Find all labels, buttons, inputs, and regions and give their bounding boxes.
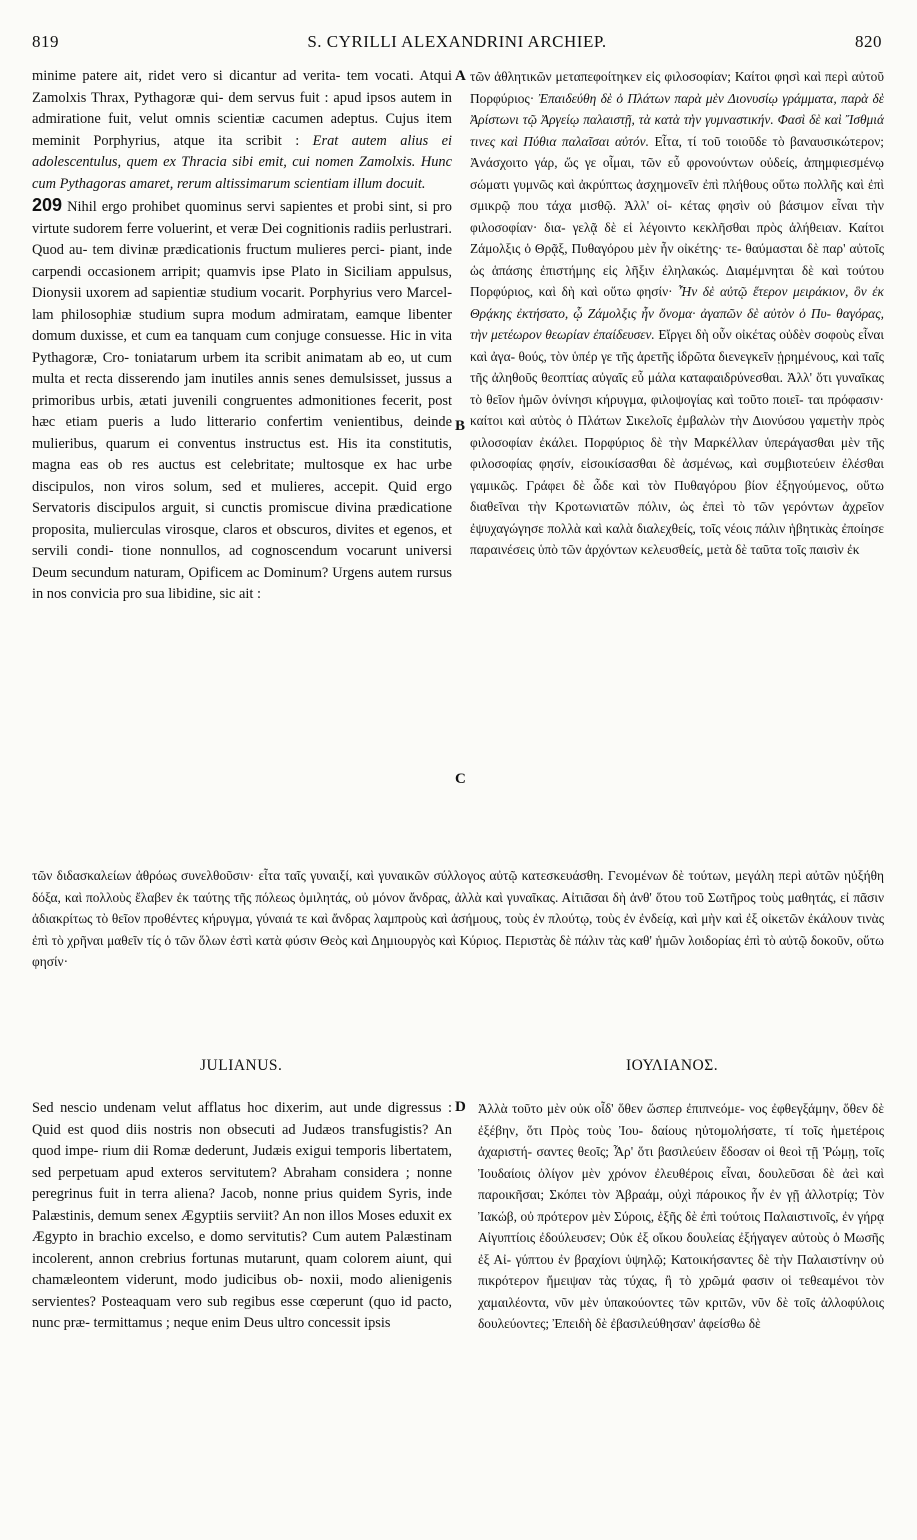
margin-marker-d: D — [455, 1099, 466, 1115]
running-title: S. CYRILLI ALEXANDRINI ARCHIEP. — [307, 32, 607, 51]
section-title-greek: ΙΟΥΛΙΑΝΟΣ. — [626, 1057, 719, 1074]
latin-text-1: minime patere ait, ridet vero si dicantur ad verita- tem vocati. Atqui Zamolxis Thrax, Pythagoræ qui- dem servus fuit : apud ipsos autem in admiratione fuit, velut omnis scientiæ cacumen adeptus. Cujus item meminit Porphyrius, atque ita scribit : — [32, 68, 452, 149]
greek-quote-zamolxis: Ἦν δὲ αὐτῷ ἕτερον μειράκιον, ὃν ἐκ Θρᾴκης ἐκτήσατο, ᾧ Ζάμολξις ἦν ὄνομα· ἀγαπῶν δὲ αὐτὸν ὁ Πυ- θαγόρας, τὴν μετέωρον θεωρίαν ἐπαίδευσεν. — [470, 284, 884, 342]
section-title-latin: JULIANUS. — [200, 1057, 283, 1074]
greek-text-3: Εἴργει δὴ οὖν οἰκέτας οὐδὲν σοφοὺς εἶναι καὶ ἀγα- θούς, τὸν ὑπέρ γε τῆς ἀρετῆς ἱδρῶτα διενεγκεῖν ᾑρημένους, καὶ ταῖς τῆς ἀληθοῦς θεοπτίας αὐγαῖς εὖ μάλα καταφαιδρύνεσθαι. Ἀλλ' ὅτι γυναῖκας τὸ θεῖον ἡμῶν ὀνίνησι κήρυγμα, φιλοψογίας καὶ τοῦτο ποιεῖ- ται πρόφασιν· καίτοι καὶ αὐτὸς ὁ Πλάτων Σικελοῖς ἐμβαλὼν τὴν Διονύσου γαμετὴν πρὸς φιλοσοφίαν ἐκάλει. Πορφύριος δὲ τὴν Μαρκέλλαν ὑπεράγασθαι μὲν τῆς φιλοσοφίας φησίν, εἰσοικίσασθαι δὲ ἀσμένως, καὶ συμβιοτεύειν ἐλέσθαι γαμικῶς. Γράφει δὲ ὧδε καὶ τὸν Πυθαγόρου βίον ἐξηγούμενος, οὕτω διαθεῖναι τὴν Κροτωνιατῶν πόλιν, ὡς ἐπεὶ τὸ τῶν γερόντων ἀχρεῖον ἐψυχαγώγησε πολλὰ καὶ καλὰ διαλεχθείς, τοῖς νέοις πάλιν ἡβητικὰς ἐποίησε παραινέσεις ὑπὸ τῶν ἀρχόντων κελευσθείς, μετὰ δὲ ταῦτα τοῖς παισὶν ἐκ — [470, 327, 884, 557]
greek-text-1: τῶν ἀθλητικῶν μεταπεφοίτηκεν εἰς φιλοσοφίαν; Καίτοι φησὶ καὶ περὶ αὐτοῦ Πορφύριος· — [470, 69, 884, 106]
greek-column-top — [470, 66, 884, 866]
section-number: 209 — [32, 195, 63, 215]
greek-column-bottom — [478, 1098, 884, 1523]
greek-text-2: Εἶτα, τί τοῦ τοιοῦδε τὸ βαναυσικώτερον; Ἀνάσχοιτο γάρ, ὥς γε οἶμαι, τῶν εὖ φρονούντων οὐδείς, ἀπημφιεσμένῳ σώματι γυμνῶς καὶ ἀκρύπτως ἀσχημονεῖν ἐπὶ πλήθους οὕτω πολλῆς καὶ ἐπὶ σμικρῷ που τάχα μισθῷ. Ἀλλ' οἰ- κέτας φησὶν οὐ βάσιμον εἶναι τὴν φιλοσοφίαν· δια- γελᾷ δὲ εἰ λέγοιντο κεκλῆσθαι πρὸς ἀλήθειαν. Καίτοι Ζάμολξις ὁ Θρᾷξ, Πυθαγόρου μὲν ἦν οἰκέτης· τε- θαύμασται δὲ παρ' αὐτοῖς ὡς ἁπάσης ἐπιστήμης εἰς λῆξιν ἐληλακώς. Διαμέμνηται δὲ καὶ τούτου Πορφύριος, καὶ δὴ καὶ οὕτω φησίν· — [470, 133, 884, 299]
latin-quote-porphyrius: Erat autem alius ei adolescentulus, quem ex Thracia sibi emit, cui nomen Zamolxis. Hunc cum Pythagoras amaret, rerum altissimarum scientiam illum docuit. — [32, 132, 452, 192]
greek-julianus-text: Ἀλλὰ τοῦτο μὲν οὐκ οἶδ' ὅθεν ὥσπερ ἐπιπνεόμε- νος ἐφθεγξάμην, ὅθεν δὲ ἐξέβην, ὅτι Πρὸς τοὺς Ἰου- δαίους ηὐτομολήσατε, τί τοῖς ἡμετέροις ἀχαριστή- σαντες θεοῖς; Ἆρ' ὅτι βασιλεύειν ἔδοσαν οἱ θεοὶ τῇ Ῥώμῃ, τοῖς Ἰουδαίοις ὀλίγον μὲν χρόνον ἐλευθέροις εἶναι, δουλεῦσαι δὲ ἀεὶ καὶ παροικῆσαι; Σκόπει τὸν Ἀβραάμ, οὐχὶ πάροικος ἦν ἐν γῇ ἀλλοτρίᾳ; Τὸν Ἰακώβ, οὐ πρότερον μὲν Σύροις, ἑξῆς δὲ ἐπὶ τούτοις Παλαιστινοῖς, ἐν γήρᾳ Αἰγυπτίοις ἐδούλευσεν; Οὐκ ἐξ οἴκου δουλείας ἐξήγαγεν αὐτοὺς ὁ Μωσῆς ἐξ Αἰ- γύπτου ἐν βραχίονι ὑψηλῷ; Κατοικήσαντες δὲ τὴν Παλαιστίνην οὐ πικρότερον ἤμειψαν τὰς τύχας, ἢ τὸ χρῶμά φασιν οἱ τεθεαμένοι τὸν χαμαιλέοντα, νῦν μὲν ὑπακούοντες τῶν κριτῶν, νῦν δὲ τοῖς ἀλλοφύλοις δουλεύοντες; Ἐπειδὴ δὲ ἐβασιλεύθησαν' ἀφείσθω δὲ — [478, 1101, 884, 1331]
greek-full-text: τῶν διδασκαλείων ἀθρόως συνελθοῦσιν· εἶτα ταῖς γυναιξί, καὶ γυναικῶν σύλλογος αὐτῷ κατεσκευάσθη. Γενομένων δὲ τούτων, μεγάλη περὶ αὐτῶν ηὐξήθη δόξα, καὶ πολλοὺς ἔλαβεν ἐκ ταύτης τῆς πόλεως ὁμιλητάς, οὐ μόνον ἄνδρας, ἀλλὰ καὶ γυναῖκας. Αἰτιᾶσαι δὴ ἀνθ' ὅτου τοῦ Σωτῆρος τοὺς μαθητάς, εἰ πᾶσιν ἀδιακρίτως τὸ θεῖον προθέντες κήρυγμα, γύναιά τε καὶ ἄνδρας λαμπροὺς καὶ ἀσήμους, τοὺς ἐν πλούτῳ, τοὺς ἐν ἐνδείᾳ, καὶ μὴν καὶ ἐξ οἰκετῶν ἐκάλουν τινὰς ἐπὶ τὸ χρῆναι μαθεῖν τίς ὁ τῶν ὅλων ἐστὶ κατὰ φύσιν Θεὸς καὶ Δημιουργὸς καὶ Κύριος. Περιστὰς δὲ πάλιν τὰς καθ' ἡμῶν λοιδορίας ἐπὶ τὸ αὐτῷ δοκοῦν, οὕτω φησίν· — [32, 868, 884, 969]
page-number-right: 820 — [855, 32, 882, 51]
latin-text-2: Nihil ergo prohibet quominus servi sapientes et probi sint, si pro virtute sudorem ferre voluerint, et veræ Dei cognitionis radiis perlustrari. Quod au- tem divinæ prædicationis fructum mulieres perci- piant, inde carpendi occasionem arripit; quamvis ipse Plato in Siciliam appulsus, Dionysii uxorem ad sapientiæ studium vocarit. Porphyrius vero Marcel- lam philosophiæ studium supra modum admiratam, eamque libenter domum duxisse, et cum ea tanquam cum conjuge consuesse. Hic in vita Pythagoræ, Cro- toniatarum urbem ita scribit animatam ab eo, ut cum multa et recta disserendo jam inutiles annis senes demulsisset, jussus a primoribus urbis, ætati juvenili congruentes admonitiones fecerit, post hæc etiam pueris a ludo litterario confertim venientibus, deinde mulieribus, quarum ei conventus instructus est. His ita constitutis, magna eas ob res auctus est celebritate; multosque ex hac urbe discipulos, non viros solum, sed et mulieres, accepit. Quid ergo Servatoris discipulos arguit, si cunctis promiscue divina prædicatione proposita, mulierculas virosque, claros et obscuros, divites et egenos, et servili condi- tione nonnullos, ad cognoscendum vocarunt universi Deum secundum naturam, Opificem ac Dominum? Urgens autem rursus in nos convicia pro sua libidine, sic ait : — [32, 199, 452, 602]
margin-marker-b: B — [455, 418, 466, 434]
greek-full-width-paragraph — [32, 865, 884, 1070]
margin-marker-c: C — [455, 771, 466, 787]
latin-column-bottom — [32, 1098, 452, 1523]
page-number-left: 819 — [32, 32, 59, 51]
greek-quote-plato: Ἐπαιδεύθη δὲ ὁ Πλάτων παρὰ μὲν Διονυσίῳ γράμματα, παρὰ δὲ Ἀρίστωνι τῷ Ἀργείῳ παλαιστῇ, τὰ κατὰ τὴν γυμναστικήν. Φασὶ δὲ καὶ Ἴσθμιά τινες καὶ Πύθια παλαῖσαι αὐτόν. — [470, 90, 884, 149]
margin-marker-a: A — [455, 68, 466, 84]
latin-julianus-text: Sed nescio undenam velut afflatus hoc dixerim, aut unde digressus : Quid est quod diis nostris non obsecuti ad Judæos transfugistis? An quod impe- rium dii Romæ dederunt, Judæis exigui temporis libertatem, sed perpetuam apud exteros servitutem? Abraham considera ; nonne peregrinus fuit in terra aliena? Jacob, nonne prius quidem Syris, inde Palæstinis, demum senex Ægyptiis serviit? An non illos Moses eduxit ex Ægypto in brachio excelso, e domo servitutis? Cum autem Palæstinam incolerent, annon crebrius fortunas mutarunt, quam colorem aiunt, qui chamæleontem viderunt, modo judicibus ob- noxii, modo alienigenis servientes? Posteaquam vero sub regibus esse cœperunt (quo id pacto, nunc præ- termittamus ; neque enim Deus ultro concessit ipsis — [32, 1100, 452, 1331]
latin-column-top — [32, 66, 452, 866]
page-header — [32, 32, 882, 56]
